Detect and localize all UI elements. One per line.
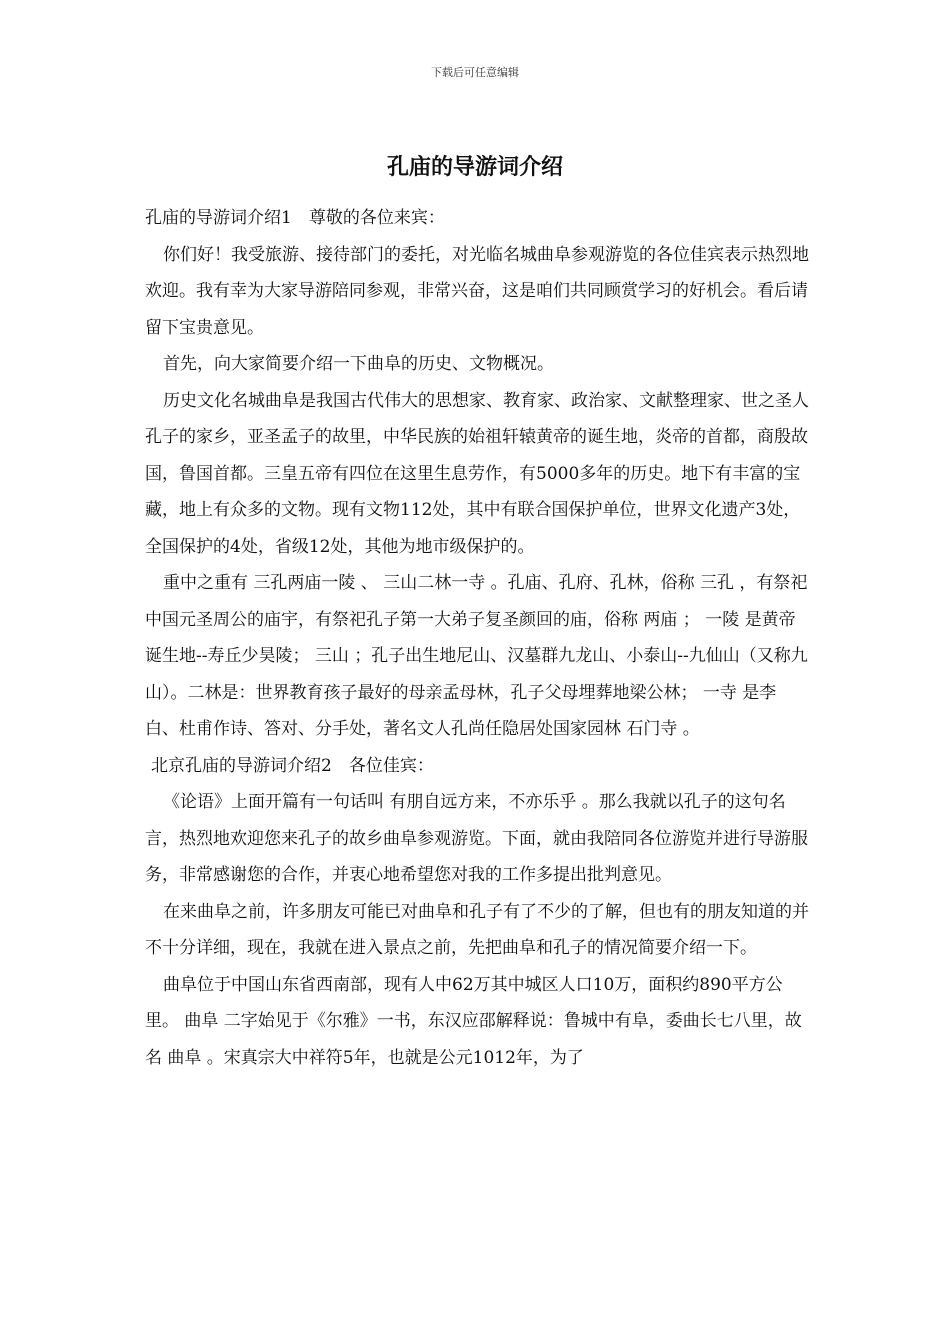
page-header-note: 下载后可任意编辑 [431, 66, 519, 79]
paragraph: 首先，向大家简要介绍一下曲阜的历史、文物概况。 [163, 354, 554, 374]
paragraph: 《论语》上面开篇有一句话叫 有朋自远方来，不亦乐乎 。那么我就以孔子的这句名言，热烈地欢迎您来孔子的故乡曲阜参观游览。下面，就由我陪同各位游览并进行导游服务，非常感谢您的合作，并衷心地希望您对我的工作多提出批判意见。 [145, 792, 808, 885]
document-body [145, 200, 810, 1076]
paragraph: 重中之重有 三孔两庙一陵 、 三山二林一寺 。孔庙、孔府、孔林，俗称 三孔 ，有祭祀中国元圣周公的庙宇，有祭祀孔子第一大弟子复圣颜回的庙，俗称 两庙 ； 一陵 是黄帝诞生地--寿丘少昊陵； 三山 ；孔子出生地尼山、汉墓群九龙山、小泰山--九仙山（又称九山）。二林是：世界教育孩子最好的母亲孟母林，孔子父母埋葬地梁公林； 一寺 是李白、杜甫作诗、答对、分手处，著名文人孔尚任隐居处国家园林 石门寺 。 [145, 573, 808, 739]
paragraph: 曲阜位于中国山东省西南部，现有人中62万其中城区人口10万，面积约890平方公里。 曲阜 二字始见于《尔雅》一书，东汉应邵解释说：鲁城中有阜，委曲长七八里，故名 曲阜 。宋真宗大中祥符5年，也就是公元1012年，为了 [145, 974, 802, 1068]
paragraph: 历史文化名城曲阜是我国古代伟大的思想家、教育家、政治家、文献整理家、世之圣人孔子的家乡，亚圣孟子的故里，中华民族的始祖轩辕黄帝的诞生地，炎帝的首都，商殷故国，鲁国首都。三皇五帝有四位在这里生息劳作，有5000多年的历史。地下有丰富的宝藏，地上有众多的文物。现有文物112处，其中有联合国保护单位，世界文化遗产3处，全国保护的4处，省级12处，其他为地市级保护的。 [145, 390, 809, 557]
section-heading-2: 北京孔庙的导游词介绍2 各位佳宾： [151, 755, 434, 776]
document-title: 孔庙的导游词介绍 [386, 155, 563, 180]
paragraph: 你们好！我受旅游、接待部门的委托，对光临名城曲阜参观游览的各位佳宾表示热烈地欢迎。我有幸为大家导游陪同参观，非常兴奋，这是咱们共同顾赏学习的好机会。看后请留下宝贵意见。 [145, 244, 809, 338]
paragraph: 在来曲阜之前，许多朋友可能已对曲阜和孔子有了不少的了解，但也有的朋友知道的并不十分详细，现在，我就在进入景点之前，先把曲阜和孔子的情况简要介绍一下。 [145, 901, 809, 958]
section-heading-1: 孔庙的导游词介绍1 尊敬的各位来宾： [145, 208, 445, 228]
